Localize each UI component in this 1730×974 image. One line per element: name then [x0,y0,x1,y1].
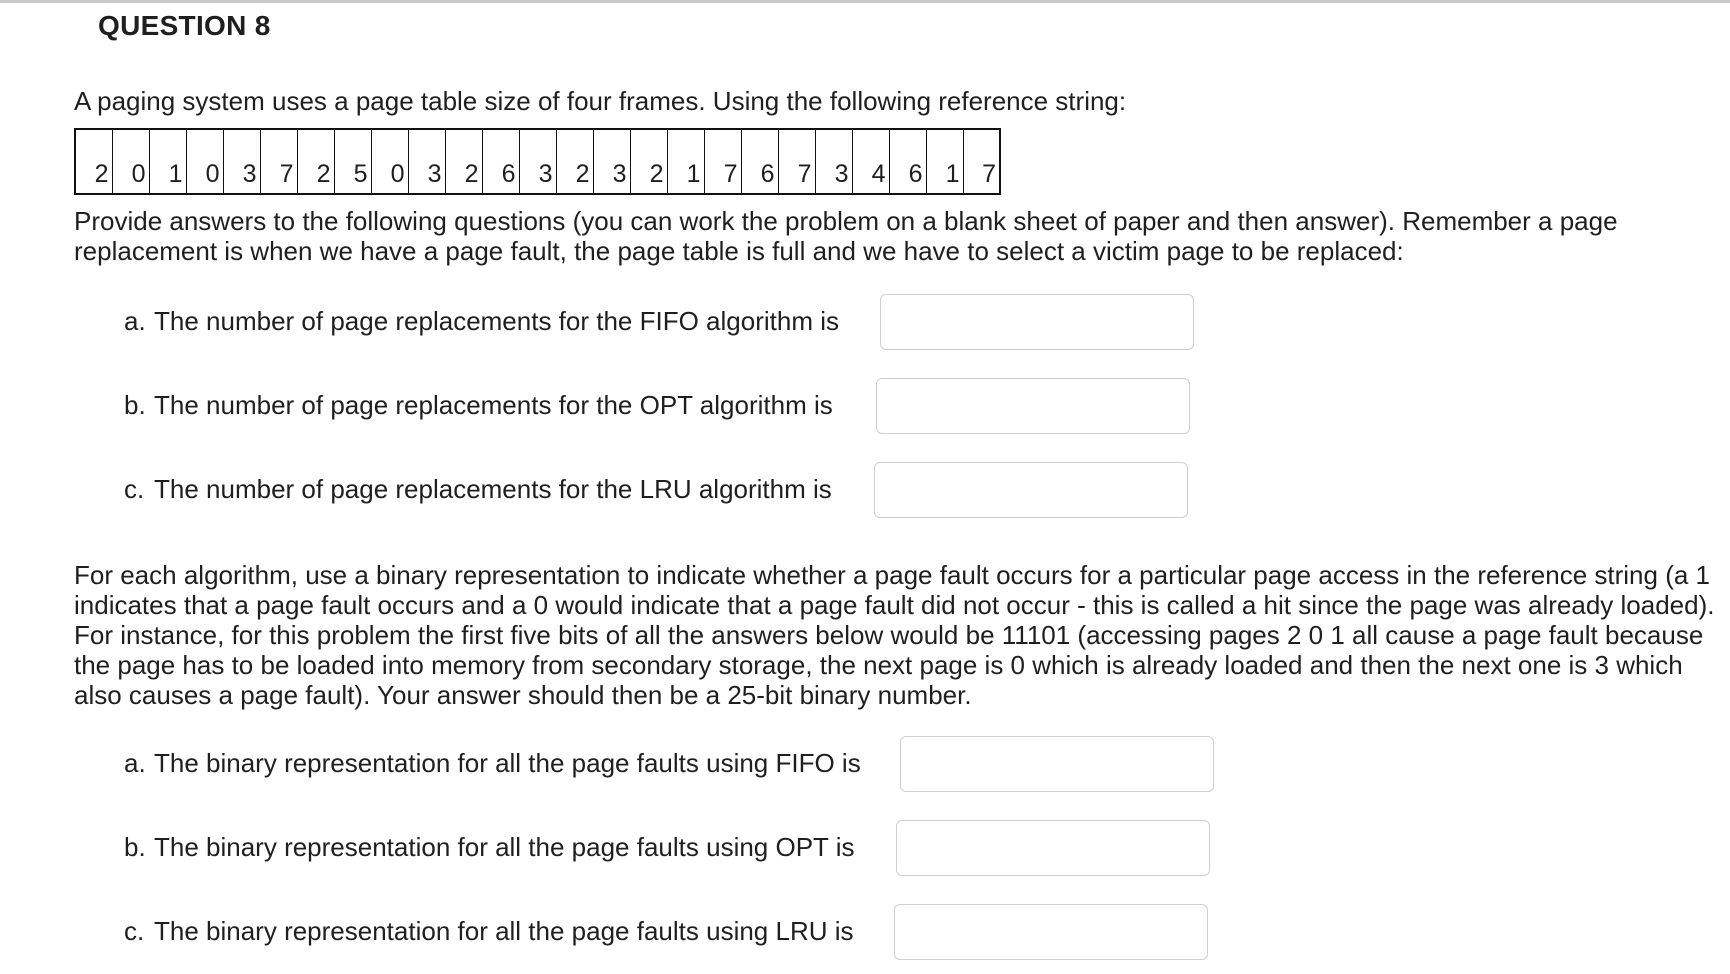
reference-cell: 1 [149,129,186,194]
reference-cell: 0 [186,129,223,194]
question-label: c. [124,474,145,504]
question-label: b. [124,832,146,862]
question-text: The binary representation for all the page faults using OPT is [154,832,855,862]
fifo-replacements-input[interactable] [880,294,1194,350]
reference-cell: 7 [704,129,741,194]
reference-cell: 2 [445,129,482,194]
reference-cell: 4 [852,129,889,194]
reference-cell: 0 [371,129,408,194]
opt-binary-question [124,832,854,862]
reference-cell: 7 [260,129,297,194]
reference-cell: 0 [112,129,149,194]
question-label: b. [124,390,146,420]
question-label: a. [124,306,146,336]
reference-cell: 3 [593,129,630,194]
question-label: c. [124,916,145,946]
reference-cell: 5 [334,129,371,194]
question-text: The binary representation for all the page faults using LRU is [154,916,854,946]
fifo-binary-question [124,748,861,778]
question-text: The number of page replacements for the FIFO algorithm is [154,306,839,336]
reference-string-row [75,129,1000,194]
reference-cell: 1 [926,129,963,194]
question-text: The binary representation for all the page faults using FIFO is [154,748,861,778]
reference-cell: 7 [963,129,1000,194]
question-title: QUESTION 8 [98,10,271,41]
fifo-binary-input[interactable] [900,736,1214,792]
lru-binary-question [124,916,854,946]
reference-string-table [74,128,1001,195]
instructions-text: Provide answers to the following questions (you can work the problem on a blank sheet of paper and then answer). Remember a page replacement is when we have a page fault, the page table is full and we have to select a victim page to be replaced: [74,206,1618,266]
question-text: The number of page replacements for the OPT algorithm is [154,390,833,420]
lru-binary-input[interactable] [894,904,1208,960]
reference-cell: 2 [75,129,112,194]
reference-cell: 7 [778,129,815,194]
reference-cell: 3 [519,129,556,194]
binary-instructions-text: For each algorithm, use a binary representation to indicate whether a page fault occurs for a particular page access in the reference string (a 1 indicates that a page fault occurs and a 0 would indicate that a page fault did not occur - this is called a hit since the page was already loaded). For instance, for this problem the first five bits of all the answers below would be 11101 (accessing pages 2 0 1 all cause a page fault because the page has to be loaded into memory from secondary storage, the next page is 0 which is already loaded and then the next one is 3 which also causes a page fault). Your answer should then be a 25-bit binary number. [74,560,1715,710]
reference-cell: 2 [630,129,667,194]
opt-replacements-input[interactable] [876,378,1190,434]
reference-cell: 6 [889,129,926,194]
reference-cell: 2 [556,129,593,194]
reference-cell: 3 [815,129,852,194]
reference-cell: 6 [482,129,519,194]
intro-text: A paging system uses a page table size of four frames. Using the following reference string: [74,86,1127,116]
opt-replacements-question [124,390,833,420]
lru-replacements-input[interactable] [874,462,1188,518]
opt-binary-input[interactable] [896,820,1210,876]
reference-cell: 3 [408,129,445,194]
fifo-replacements-question [124,306,839,336]
lru-replacements-question [124,474,832,504]
question-label: a. [124,748,146,778]
reference-cell: 3 [223,129,260,194]
top-divider [0,0,1730,3]
question-text: The number of page replacements for the LRU algorithm is [154,474,832,504]
reference-cell: 2 [297,129,334,194]
reference-cell: 6 [741,129,778,194]
reference-cell: 1 [667,129,704,194]
